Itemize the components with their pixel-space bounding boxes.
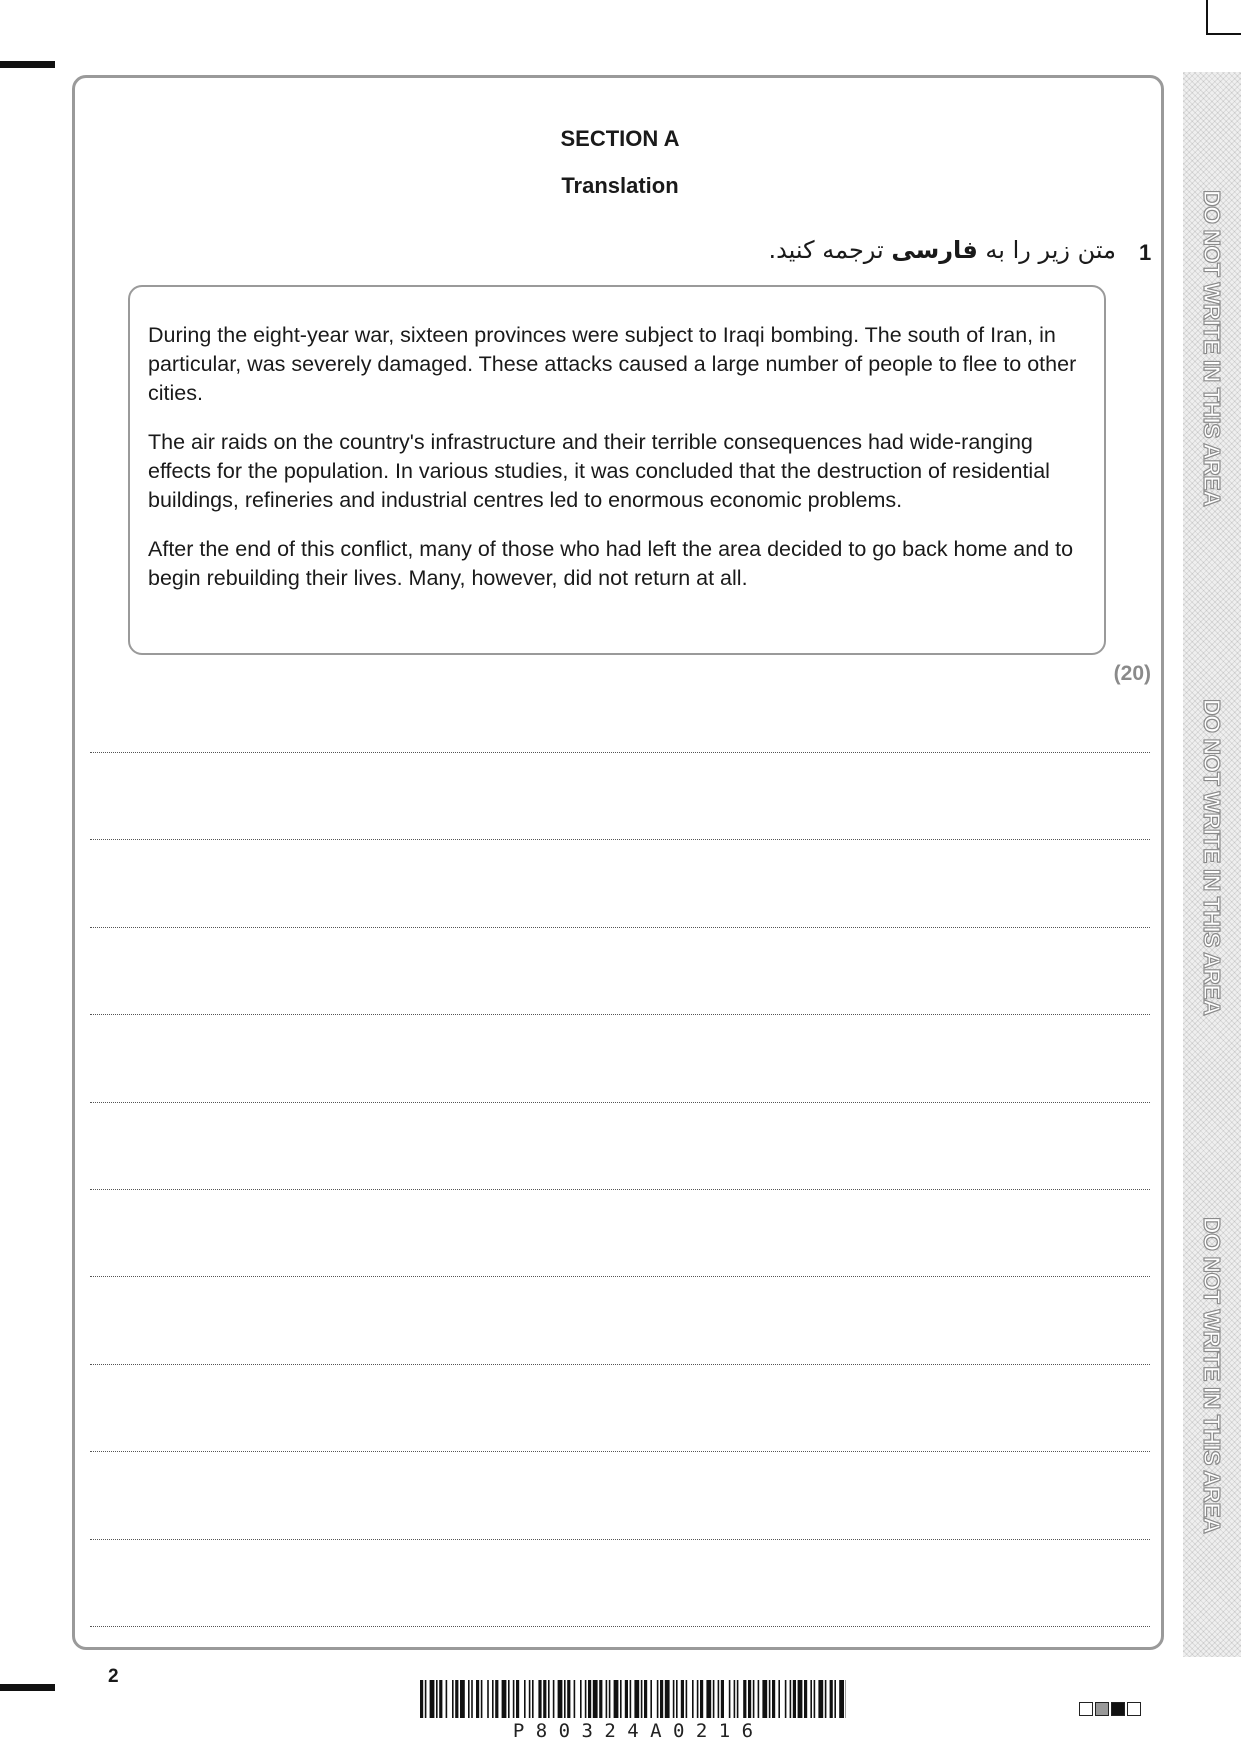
- page-number: 2: [108, 1666, 119, 1687]
- barcode-bar: [471, 1680, 473, 1718]
- barcode-bar: [538, 1680, 541, 1718]
- barcode-bar: [697, 1680, 699, 1718]
- passage-paragraph: During the eight-year war, sixteen provinces were subject to Iraqi bombing. The south of Iran, in particular, was severely damaged. These attacks caused a large number of people to flee to other cities.: [148, 323, 1077, 405]
- barcode-bar: [495, 1680, 498, 1718]
- barcode-bar: [446, 1680, 448, 1718]
- barcode-bar: [834, 1680, 836, 1718]
- barcode-bar: [713, 1680, 715, 1718]
- barcode-bar: [599, 1680, 602, 1718]
- barcode-bar: [734, 1680, 736, 1718]
- barcode-bar: [455, 1680, 458, 1718]
- barcode-bar: [625, 1680, 628, 1718]
- barcode-bar: [606, 1680, 608, 1718]
- barcode-bar: [839, 1680, 844, 1718]
- passage-box: [128, 285, 1106, 655]
- margin-warning-1: DO NOT WRITE IN THIS AREA: [1199, 190, 1225, 507]
- barcode-bar: [487, 1680, 489, 1718]
- barcode-bar: [706, 1680, 711, 1718]
- barcode-bar: [681, 1680, 684, 1718]
- indicator-box: [1095, 1702, 1109, 1716]
- barcode-bar: [790, 1680, 792, 1718]
- barcode: [420, 1680, 846, 1718]
- margin-warning-2: DO NOT WRITE IN THIS AREA: [1199, 699, 1225, 1016]
- barcode-bar: [758, 1680, 760, 1718]
- barcode-bar: [793, 1680, 796, 1718]
- section-subtitle: Translation: [561, 173, 679, 198]
- barcode-bar: [634, 1680, 639, 1718]
- barcode-bar: [452, 1680, 454, 1718]
- barcode-bar: [660, 1680, 663, 1718]
- barcode-bar: [676, 1680, 678, 1718]
- barcode-bar: [508, 1680, 510, 1718]
- question-number: 1: [1139, 240, 1152, 265]
- margin-warning-3: DO NOT WRITE IN THIS AREA: [1199, 1217, 1225, 1534]
- barcode-bar: [748, 1680, 751, 1718]
- barcode-bar: [564, 1680, 566, 1718]
- instruction-text-2: ترجمه کنید.: [768, 236, 892, 264]
- barcode-bar: [798, 1680, 803, 1718]
- barcode-bar: [548, 1680, 550, 1718]
- barcode-bar: [492, 1680, 494, 1718]
- crop-mark-top: [0, 61, 55, 68]
- barcode-bar: [785, 1680, 787, 1718]
- barcode-bar: [657, 1680, 659, 1718]
- barcode-bar: [814, 1680, 816, 1718]
- barcode-bar: [567, 1680, 570, 1718]
- barcode-bar: [769, 1680, 771, 1718]
- barcode-bar: [574, 1680, 576, 1718]
- crop-mark-corner: [1206, 0, 1241, 35]
- answer-line[interactable]: [90, 1276, 1150, 1277]
- answer-line[interactable]: [90, 1451, 1150, 1452]
- indicator-box: [1127, 1702, 1141, 1716]
- barcode-bar: [588, 1680, 591, 1718]
- barcode-bar: [620, 1680, 622, 1718]
- barcode-bar: [436, 1680, 438, 1718]
- barcode-bar: [673, 1680, 675, 1718]
- barcode-bar: [593, 1680, 598, 1718]
- barcode-bar: [718, 1680, 720, 1718]
- indicator-box: [1079, 1702, 1093, 1716]
- barcode-bar: [513, 1680, 515, 1718]
- barcode-bar: [609, 1680, 611, 1718]
- instruction-language: فارسی: [891, 236, 978, 264]
- barcode-bar: [630, 1680, 632, 1718]
- section-title: SECTION A: [560, 126, 680, 151]
- barcode-bar: [529, 1680, 531, 1718]
- barcode-bar: [818, 1680, 823, 1718]
- answer-line[interactable]: [90, 1102, 1150, 1103]
- barcode-bar: [524, 1680, 526, 1718]
- barcode-bar: [778, 1680, 780, 1718]
- barcode-bar: [614, 1680, 619, 1718]
- barcode-text: P 8 0 3 2 4 A 0 2 1 6: [512, 1720, 754, 1742]
- indicator-box: [1111, 1702, 1125, 1716]
- crop-mark-bottom: [0, 1684, 55, 1691]
- answer-line[interactable]: [90, 1539, 1150, 1540]
- question-instruction: [768, 236, 1116, 264]
- barcode-bar: [644, 1680, 647, 1718]
- barcode-bar: [729, 1680, 731, 1718]
- barcode-bar: [502, 1680, 507, 1718]
- barcode-bar: [460, 1680, 465, 1718]
- barcode-bar: [553, 1680, 555, 1718]
- barcode-bar: [650, 1680, 652, 1718]
- barcode-bar: [516, 1680, 519, 1718]
- barcode-bar: [468, 1680, 470, 1718]
- barcode-bar: [700, 1680, 703, 1718]
- barcode-bar: [585, 1680, 587, 1718]
- barcode-bar: [580, 1680, 582, 1718]
- barcode-bar: [665, 1680, 670, 1718]
- barcode-bar: [543, 1680, 546, 1718]
- barcode-bar: [810, 1680, 812, 1718]
- barcode-bar: [420, 1680, 423, 1718]
- question-marks: (20): [1113, 662, 1151, 685]
- answer-line[interactable]: [90, 927, 1150, 928]
- passage-paragraph: The air raids on the country's infrastructure and their terrible consequences had wide-ranging effects for the population. In various studies, it was concluded that the destruction of residential buildings, refineries and industrial centres led to enormous economic problems.: [148, 430, 1050, 512]
- answer-line[interactable]: [90, 1014, 1150, 1015]
- do-not-write-margin: [1183, 72, 1241, 1657]
- barcode-bar: [721, 1680, 724, 1718]
- barcode-bar: [804, 1680, 807, 1718]
- answer-line[interactable]: [90, 752, 1150, 753]
- barcode-bar: [641, 1680, 643, 1718]
- barcode-bar: [532, 1680, 534, 1718]
- barcode-bar: [830, 1680, 833, 1718]
- barcode-bar: [476, 1680, 479, 1718]
- barcode-bar: [772, 1680, 775, 1718]
- barcode-bar: [558, 1680, 563, 1718]
- barcode-bar: [762, 1680, 767, 1718]
- barcode-bar: [425, 1680, 427, 1718]
- answer-line[interactable]: [90, 1626, 1150, 1627]
- barcode-bar: [686, 1680, 688, 1718]
- answer-line[interactable]: [90, 1189, 1150, 1190]
- passage-paragraph: After the end of this conflict, many of those who had left the area decided to go back home and to begin rebuilding their lives. Many, however, did not return at all.: [148, 537, 1074, 590]
- barcode-bar: [753, 1680, 755, 1718]
- instruction-text-1: متن زیر را به: [977, 236, 1116, 264]
- barcode-bar: [825, 1680, 827, 1718]
- barcode-bar: [481, 1680, 483, 1718]
- barcode-bar: [692, 1680, 694, 1718]
- answer-line[interactable]: [90, 1364, 1150, 1365]
- barcode-bar: [737, 1680, 739, 1718]
- barcode-bar: [743, 1680, 746, 1718]
- answer-line[interactable]: [90, 839, 1150, 840]
- page-indicator: [1079, 1702, 1141, 1716]
- barcode-bar: [430, 1680, 435, 1718]
- barcode-bar: [439, 1680, 442, 1718]
